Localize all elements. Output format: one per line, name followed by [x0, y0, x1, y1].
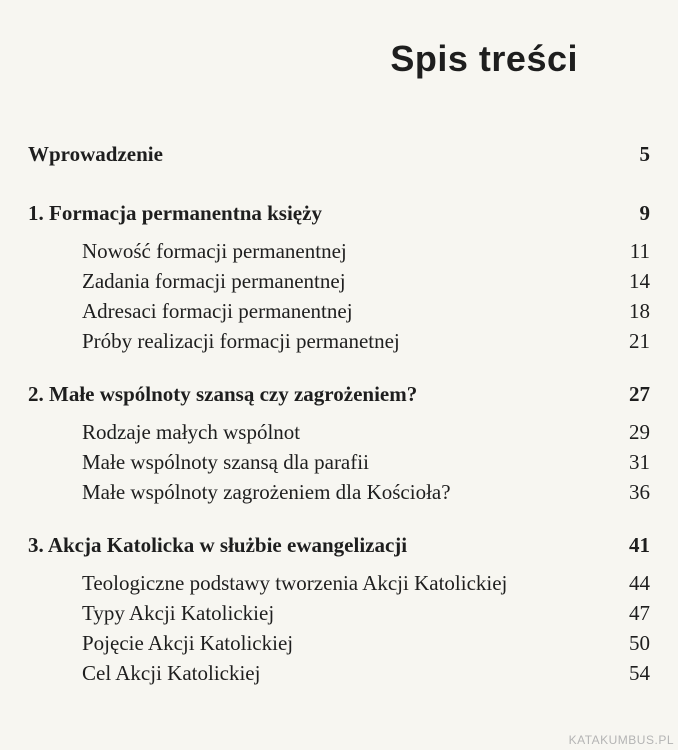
toc-subsection-label: Małe wspólnoty zagrożeniem dla Kościoła? — [82, 480, 451, 504]
toc-page-number: 21 — [629, 329, 650, 353]
toc-subsection-list — [28, 568, 650, 688]
toc-page-number: 11 — [629, 239, 650, 263]
toc-page-number: 29 — [629, 420, 650, 444]
toc-subsection-label: Rodzaje małych wspólnot — [82, 420, 301, 444]
toc-subsection-label: Adresaci formacji permanentnej — [82, 299, 353, 323]
toc-subsection-list — [28, 236, 650, 356]
toc-page-number: 36 — [629, 480, 650, 504]
toc-page-number: 50 — [629, 631, 650, 655]
toc-chapter-row — [28, 382, 650, 407]
toc-chapter-3 — [28, 533, 650, 688]
toc-subsection-row — [28, 296, 650, 326]
toc-chapter-label: Wprowadzenie — [28, 142, 163, 166]
toc-chapter-label: 3. Akcja Katolicka w służbie ewangelizacji — [28, 533, 408, 557]
toc-subsection-label: Typy Akcji Katolickiej — [82, 601, 275, 625]
page-title: Spis treści — [390, 38, 578, 79]
toc-subsection-label: Nowość formacji permanentnej — [82, 239, 347, 263]
toc-page-number: 9 — [639, 201, 650, 225]
toc-page-number: 18 — [629, 299, 650, 323]
toc-page-number: 14 — [629, 269, 650, 293]
toc-chapter-label: 1. Formacja permanentna księży — [28, 201, 322, 225]
toc-subsection-row — [28, 477, 650, 507]
toc-subsection-label: Próby realizacji formacji permanetnej — [82, 329, 400, 353]
toc-page-number: 41 — [629, 533, 650, 557]
toc-subsection-row — [28, 236, 650, 266]
toc-chapter-row — [28, 533, 650, 558]
toc-page-number: 31 — [629, 450, 650, 474]
toc-subsection-row — [28, 628, 650, 658]
toc-subsection-label: Pojęcie Akcji Katolickiej — [82, 631, 294, 655]
toc-chapter-row — [28, 201, 650, 226]
toc-intro — [28, 142, 650, 167]
toc-page-number: 5 — [639, 142, 650, 166]
toc-subsection-label: Cel Akcji Katolickiej — [82, 661, 261, 685]
toc-chapter-2 — [28, 382, 650, 507]
toc-subsection-list — [28, 417, 650, 507]
toc-page-number: 47 — [629, 601, 650, 625]
toc-subsection-row — [28, 447, 650, 477]
toc-subsection-row — [28, 266, 650, 296]
toc-subsection-label: Małe wspólnoty szansą dla parafii — [82, 450, 369, 474]
toc-chapter-label: 2. Małe wspólnoty szansą czy zagrożeniem? — [28, 382, 418, 406]
toc-subsection-row — [28, 658, 650, 688]
toc-subsection-label: Teologiczne podstawy tworzenia Akcji Katolickiej — [82, 571, 508, 595]
toc-subsection-label: Zadania formacji permanentnej — [82, 269, 346, 293]
toc-chapter-1 — [28, 201, 650, 356]
watermark: KATAKUMBUS.PL — [568, 733, 674, 747]
toc-page-number: 27 — [629, 382, 650, 406]
toc-chapter-row — [28, 142, 650, 167]
toc-subsection-row — [28, 326, 650, 356]
toc-page-number: 54 — [629, 661, 650, 685]
toc-subsection-row — [28, 417, 650, 447]
toc-subsection-row — [28, 598, 650, 628]
table-of-contents — [28, 142, 650, 706]
toc-page-number: 44 — [629, 571, 650, 595]
toc-subsection-row — [28, 568, 650, 598]
